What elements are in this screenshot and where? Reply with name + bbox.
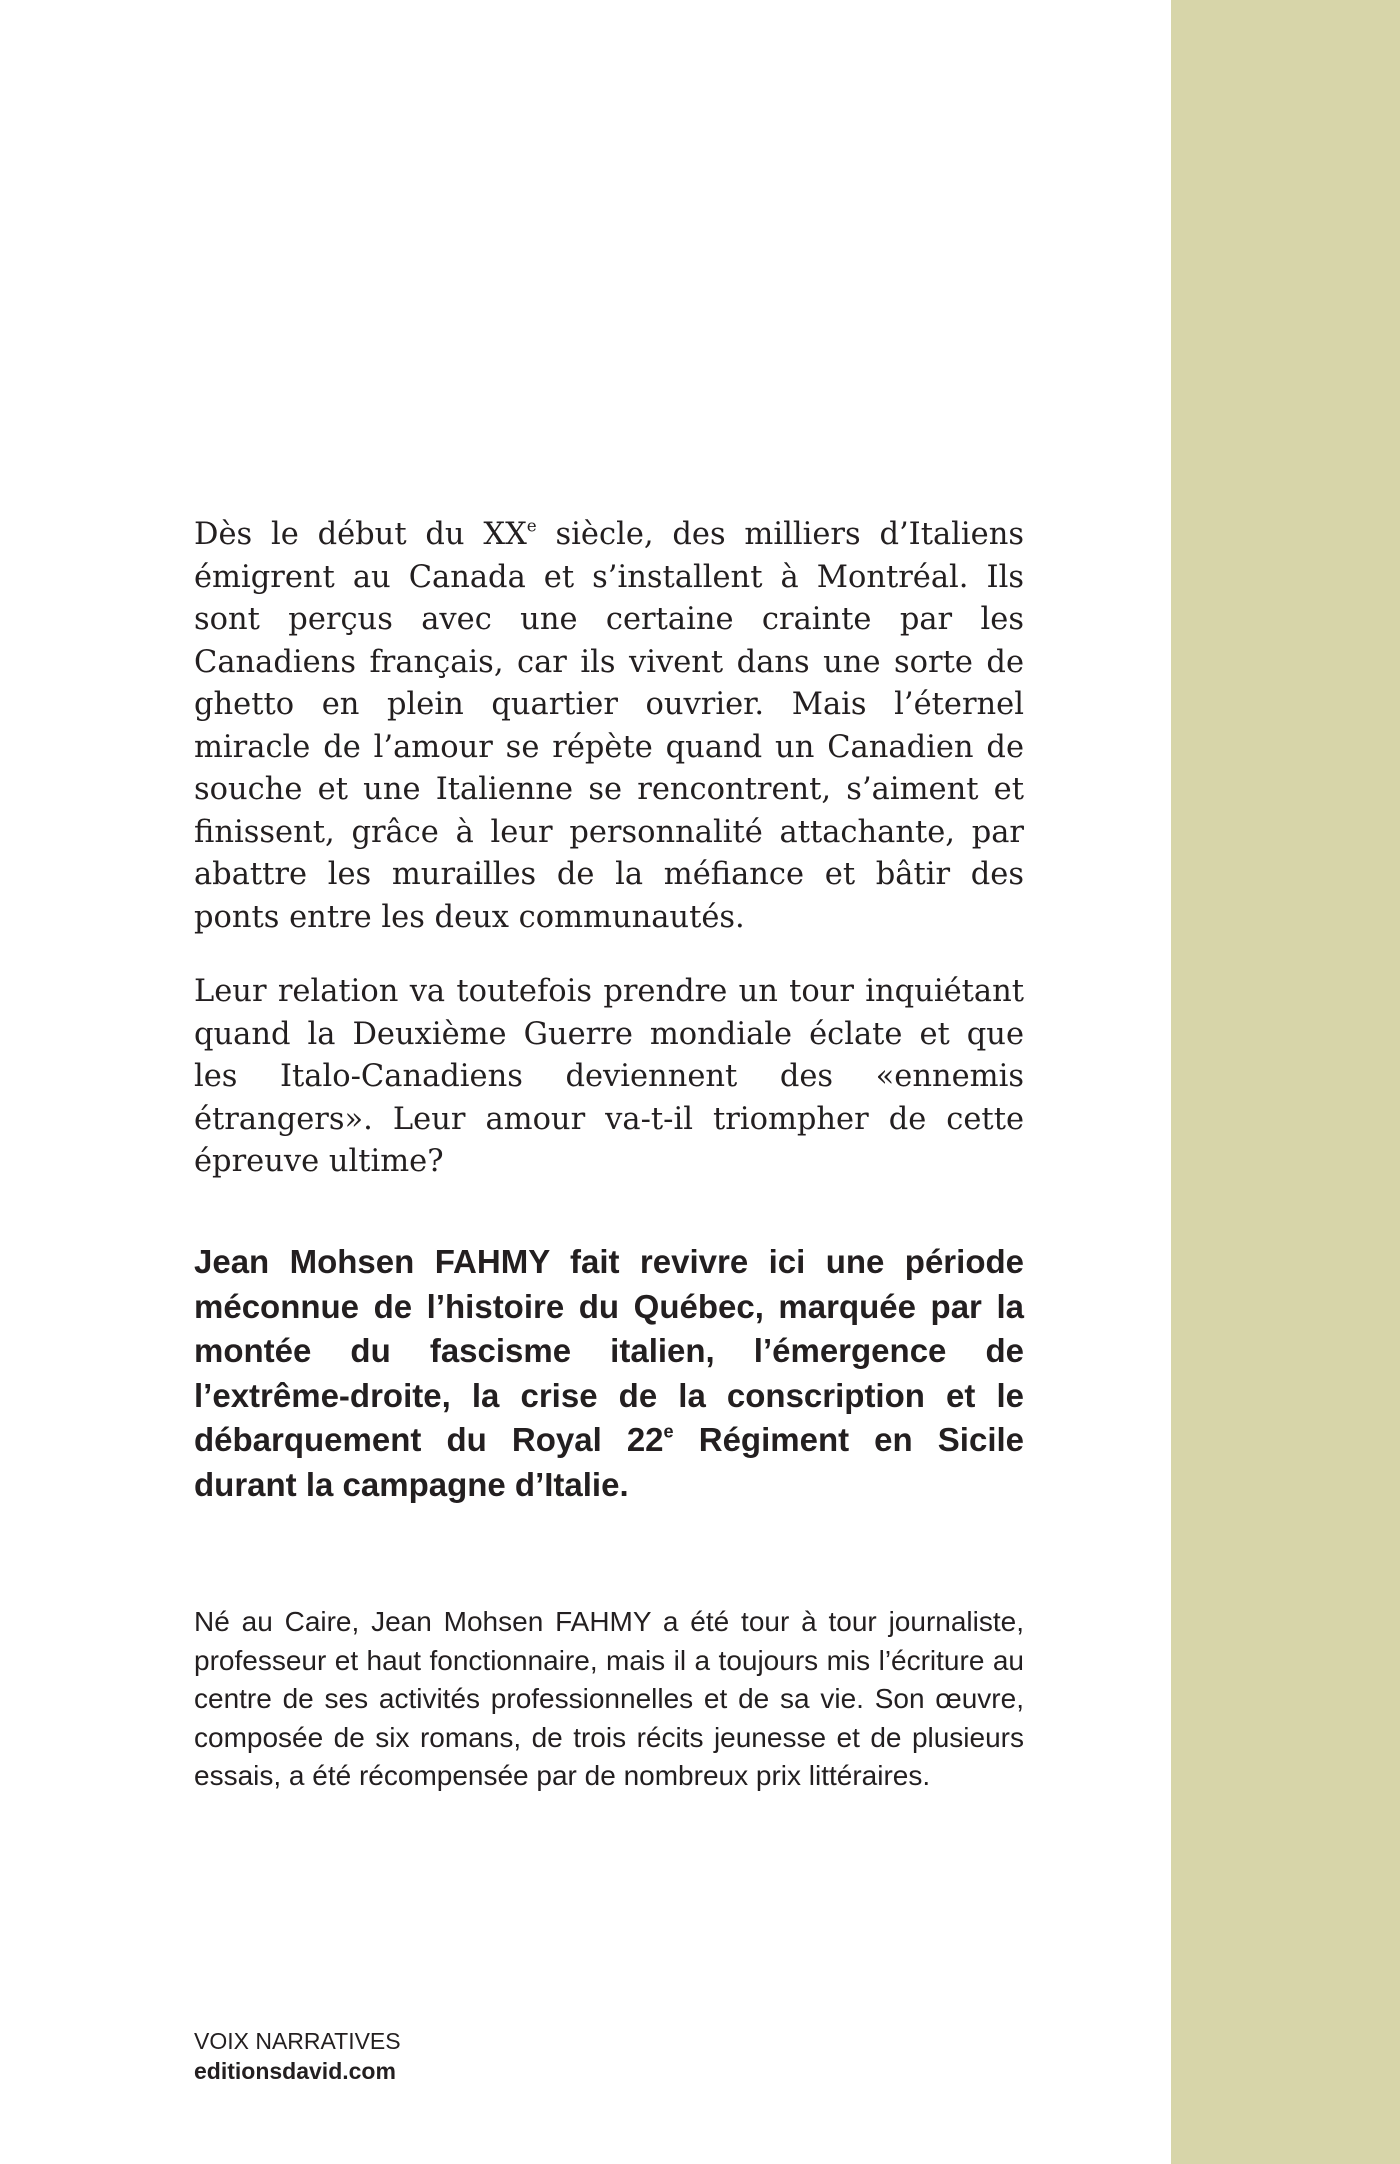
collection-name: VOIX NARRATIVES bbox=[194, 2028, 401, 2054]
publisher-website: editionsdavid.com bbox=[194, 2058, 396, 2084]
spine-color-band bbox=[1171, 0, 1400, 2164]
author-highlight bbox=[194, 1240, 1024, 1507]
synopsis-paragraph-1: Dès le début du XXe siècle, des milliers d’Italiens émigrent au Canada et s’installent à Montréal. Ils sont perçus avec une certaine crainte par les Canadiens français, car ils vivent dans une sorte de ghetto en plein quartier ouvrier. Mais l’éternel miracle de l’amour se répète quand un Canadien de souche et une Italienne se rencontrent, s’aiment et finissent, grâce à leur personnalité attachante, par abattre les murailles de la méfiance et bâtir des ponts entre les deux communautés. bbox=[194, 515, 1024, 935]
publisher-footer bbox=[194, 2026, 794, 2086]
author-bio bbox=[194, 1603, 1024, 1796]
synopsis-paragraph-2: Leur relation va toutefois prendre un tour inquiétant quand la Deuxième Guerre mondiale éclate et que les Italo-Canadiens deviennent des «ennemis étrangers». Leur amour va-t-il triompher de cette épreuve ultime? bbox=[194, 974, 1024, 1179]
synopsis bbox=[194, 514, 1024, 1184]
bio-paragraph: Né au Caire, Jean Mohsen FAHMY a été tour à tour journaliste, professeur et haut fonctionnaire, mais il a toujours mis l’écriture au centre de ses activités professionnelles et de sa vie. Son œuvre, composée de six romans, de trois récits jeunesse et de plusieurs essais, a été récompensée par de nombreux prix littéraires. bbox=[194, 1606, 1024, 1791]
highlight-paragraph: Jean Mohsen FAHMY fait revivre ici une période méconnue de l’histoire du Québec, marquée par la montée du fascisme italien, l’émergence de l’extrême-droite, la crise de la conscription et le débarquement du Royal 22e Régiment en Sicile durant la campagne d’Italie. bbox=[194, 1243, 1025, 1503]
